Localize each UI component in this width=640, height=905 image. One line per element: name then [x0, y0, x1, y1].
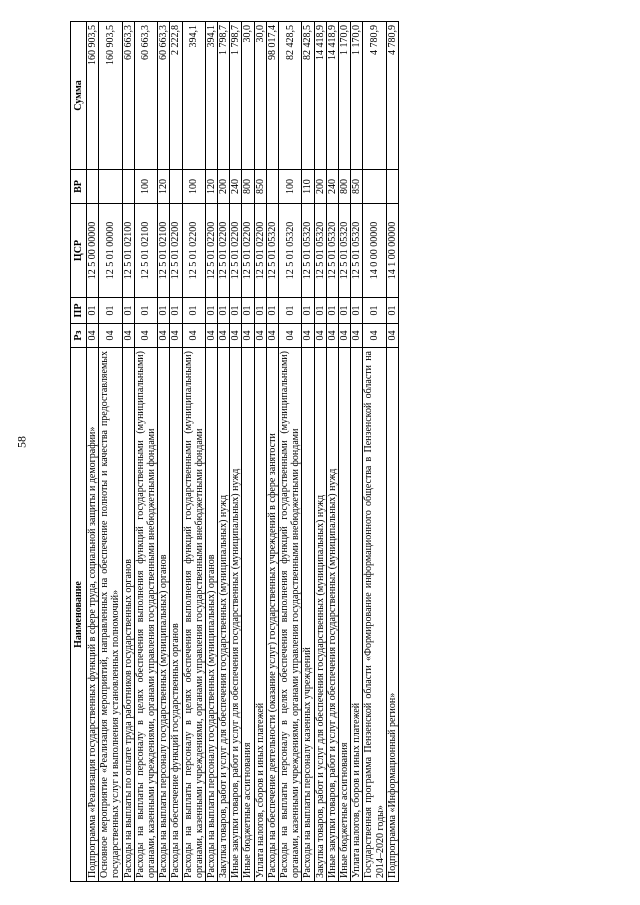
- cell-sum: 1 798,7: [218, 22, 230, 170]
- table-row: [266, 22, 278, 882]
- cell-csr: 14 1 00 00000: [386, 204, 398, 298]
- cell-name: Закупка товаров, работ и услуг для обеспечения государственных (муниципальных) нужд: [314, 348, 326, 882]
- cell-csr: 12 5 01 02200: [242, 204, 254, 298]
- cell-vr: 850: [254, 170, 266, 204]
- table-row: [314, 22, 326, 882]
- cell-csr: 12 5 01 02100: [122, 204, 134, 298]
- cell-rz: 04: [326, 324, 338, 348]
- cell-rz: 04: [158, 324, 170, 348]
- cell-rz: 04: [242, 324, 254, 348]
- cell-sum: 60 663,3: [158, 22, 170, 170]
- cell-pr: 01: [218, 298, 230, 324]
- table-row: [386, 22, 398, 882]
- cell-vr: 110: [302, 170, 314, 204]
- cell-csr: 12 5 01 02100: [134, 204, 157, 298]
- cell-sum: 394,1: [205, 22, 217, 170]
- cell-rz: 04: [363, 324, 386, 348]
- cell-rz: 04: [338, 324, 350, 348]
- cell-csr: 12 5 01 00000: [99, 204, 122, 298]
- cell-vr: 240: [326, 170, 338, 204]
- cell-pr: 01: [266, 298, 278, 324]
- cell-sum: 98 017,4: [266, 22, 278, 170]
- table-row: [326, 22, 338, 882]
- cell-rz: 04: [182, 324, 205, 348]
- table-row: [205, 22, 217, 882]
- cell-name: Основное мероприятие «Реализация мероприятий, направленных на обеспечение полноты и качества предоставляемых государственных услуг и выполнения установленных полномочий»: [99, 348, 122, 882]
- cell-sum: 30,0: [242, 22, 254, 170]
- cell-sum: 82 428,5: [279, 22, 302, 170]
- cell-csr: 12 5 01 02200: [170, 204, 182, 298]
- table-row: [338, 22, 350, 882]
- table-row: [122, 22, 134, 882]
- cell-rz: 04: [218, 324, 230, 348]
- cell-sum: 4 780,9: [386, 22, 398, 170]
- cell-sum: 160 903,5: [99, 22, 122, 170]
- cell-rz: 04: [99, 324, 122, 348]
- cell-rz: 04: [122, 324, 134, 348]
- cell-pr: 01: [338, 298, 350, 324]
- cell-vr: 120: [158, 170, 170, 204]
- cell-name: Иные бюджетные ассигнования: [338, 348, 350, 882]
- cell-name: Расходы на выплаты персоналу государственных (муниципальных) органов: [205, 348, 217, 882]
- cell-vr: 850: [351, 170, 363, 204]
- header-sum: Сумма: [71, 22, 87, 170]
- cell-vr: 200: [218, 170, 230, 204]
- cell-sum: 14 418,9: [326, 22, 338, 170]
- table-row: [158, 22, 170, 882]
- cell-rz: 04: [170, 324, 182, 348]
- cell-name: Государственная программа Пензенской области «Формирование информационного общества в Пензенской области на 2014–2020 годы»: [363, 348, 386, 882]
- cell-sum: 1 170,0: [351, 22, 363, 170]
- cell-pr: 01: [99, 298, 122, 324]
- cell-rz: 04: [254, 324, 266, 348]
- table-row: [302, 22, 314, 882]
- cell-csr: 12 5 01 05320: [314, 204, 326, 298]
- cell-rz: 04: [314, 324, 326, 348]
- cell-csr: 12 5 01 05320: [351, 204, 363, 298]
- cell-vr: 800: [242, 170, 254, 204]
- cell-vr: [386, 170, 398, 204]
- cell-pr: 01: [230, 298, 242, 324]
- cell-name: Расходы на выплаты персоналу государственных (муниципальных) органов: [158, 348, 170, 882]
- cell-vr: 100: [279, 170, 302, 204]
- cell-sum: 30,0: [254, 22, 266, 170]
- cell-name: Расходы на выплаты по оплате труда работников государственных органов: [122, 348, 134, 882]
- cell-pr: 01: [170, 298, 182, 324]
- table-row: [230, 22, 242, 882]
- cell-name: Уплата налогов, сборов и иных платежей: [254, 348, 266, 882]
- header-pr: ПР: [71, 298, 87, 324]
- cell-vr: [122, 170, 134, 204]
- cell-csr: 12 5 00 00000: [87, 204, 99, 298]
- cell-csr: 12 5 01 05320: [338, 204, 350, 298]
- cell-rz: 04: [302, 324, 314, 348]
- cell-vr: [87, 170, 99, 204]
- cell-sum: 14 418,9: [314, 22, 326, 170]
- cell-name: Расходы на выплаты персоналу в целях обеспечения выполнения функций государственными (муниципальными) органами, казенными учреждениями, органами управления государственными внебюджетными фондами: [279, 348, 302, 882]
- table-row: [218, 22, 230, 882]
- cell-sum: 160 903,5: [87, 22, 99, 170]
- cell-csr: 12 5 01 05320: [302, 204, 314, 298]
- table-row: [254, 22, 266, 882]
- cell-sum: 2 222,8: [170, 22, 182, 170]
- cell-rz: 04: [134, 324, 157, 348]
- table-row: [242, 22, 254, 882]
- cell-pr: 01: [122, 298, 134, 324]
- table-row: [87, 22, 99, 882]
- cell-rz: 04: [266, 324, 278, 348]
- cell-name: Расходы на обеспечение функций государственных органов: [170, 348, 182, 882]
- cell-sum: 1 170,0: [338, 22, 350, 170]
- cell-name: Подпрограмма «Реализация государственных функций в сфере труда, социальной защиты и демографии»: [87, 348, 99, 882]
- cell-name: Расходы на выплаты персоналу казенных учреждений: [302, 348, 314, 882]
- cell-pr: 01: [242, 298, 254, 324]
- cell-sum: 1 798,7: [230, 22, 242, 170]
- cell-name: Подпрограмма «Информационный регион»: [386, 348, 398, 882]
- cell-csr: 12 5 01 02200: [218, 204, 230, 298]
- header-csr: ЦСР: [71, 204, 87, 298]
- cell-pr: 01: [254, 298, 266, 324]
- cell-pr: 01: [351, 298, 363, 324]
- cell-sum: 60 663,3: [134, 22, 157, 170]
- cell-vr: 800: [338, 170, 350, 204]
- table-row: [99, 22, 122, 882]
- cell-vr: 100: [182, 170, 205, 204]
- table-row: [134, 22, 157, 882]
- cell-name: Иные закупки товаров, работ и услуг для обеспечения государственных (муниципальных) нужд: [326, 348, 338, 882]
- cell-pr: 01: [182, 298, 205, 324]
- cell-sum: 4 780,9: [363, 22, 386, 170]
- rotated-page: [70, 22, 606, 882]
- header-vr: ВР: [71, 170, 87, 204]
- cell-csr: 14 0 00 00000: [363, 204, 386, 298]
- cell-sum: 60 663,3: [122, 22, 134, 170]
- cell-rz: 04: [386, 324, 398, 348]
- cell-name: Иные бюджетные ассигнования: [242, 348, 254, 882]
- header-name: Наименование: [71, 348, 87, 882]
- cell-vr: [99, 170, 122, 204]
- budget-table: [70, 21, 399, 882]
- cell-csr: 12 5 01 02200: [182, 204, 205, 298]
- cell-vr: 100: [134, 170, 157, 204]
- cell-csr: 12 5 01 02200: [205, 204, 217, 298]
- cell-csr: 12 5 01 02200: [254, 204, 266, 298]
- table-row: [182, 22, 205, 882]
- cell-rz: 04: [279, 324, 302, 348]
- cell-sum: 82 428,5: [302, 22, 314, 170]
- cell-rz: 04: [230, 324, 242, 348]
- cell-name: Расходы на выплаты персоналу в целях обеспечения выполнения функций государственными (муниципальными) органами, казенными учреждениями, органами управления государственными внебюджетными фондами: [134, 348, 157, 882]
- cell-pr: 01: [302, 298, 314, 324]
- table-row: [363, 22, 386, 882]
- cell-name: Расходы на выплаты персоналу в целях обеспечения выполнения функций государственными (муниципальными) органами, казенными учреждениями, органами управления государственными внебюджетными фондами: [182, 348, 205, 882]
- header-rz: Рз: [71, 324, 87, 348]
- cell-pr: 01: [158, 298, 170, 324]
- cell-csr: 12 5 01 05320: [266, 204, 278, 298]
- cell-pr: 01: [205, 298, 217, 324]
- cell-name: Расходы на обеспечение деятельности (оказание услуг) государственных учреждений в сфере занятости: [266, 348, 278, 882]
- table-row: [170, 22, 182, 882]
- cell-vr: 200: [314, 170, 326, 204]
- cell-csr: 12 5 01 05320: [326, 204, 338, 298]
- cell-rz: 04: [87, 324, 99, 348]
- cell-vr: [170, 170, 182, 204]
- cell-rz: 04: [205, 324, 217, 348]
- cell-vr: [266, 170, 278, 204]
- table-row: [279, 22, 302, 882]
- cell-pr: 01: [326, 298, 338, 324]
- cell-pr: 01: [363, 298, 386, 324]
- cell-pr: 01: [386, 298, 398, 324]
- table-row: [351, 22, 363, 882]
- cell-pr: 01: [134, 298, 157, 324]
- cell-sum: 394,1: [182, 22, 205, 170]
- cell-rz: 04: [351, 324, 363, 348]
- cell-csr: 12 5 01 02200: [230, 204, 242, 298]
- table-header-row: [71, 22, 87, 882]
- cell-name: Иные закупки товаров, работ и услуг для обеспечения государственных (муниципальных) нужд: [230, 348, 242, 882]
- cell-csr: 12 5 01 05320: [279, 204, 302, 298]
- cell-csr: 12 5 01 02100: [158, 204, 170, 298]
- cell-pr: 01: [314, 298, 326, 324]
- cell-vr: 240: [230, 170, 242, 204]
- cell-pr: 01: [87, 298, 99, 324]
- page-number: 58: [14, 436, 29, 448]
- cell-vr: 120: [205, 170, 217, 204]
- table-body: [87, 22, 399, 882]
- cell-vr: [363, 170, 386, 204]
- cell-name: Уплата налогов, сборов и иных платежей: [351, 348, 363, 882]
- cell-name: Закупка товаров, работ и услуг для обеспечения государственных (муниципальных) нужд: [218, 348, 230, 882]
- cell-pr: 01: [279, 298, 302, 324]
